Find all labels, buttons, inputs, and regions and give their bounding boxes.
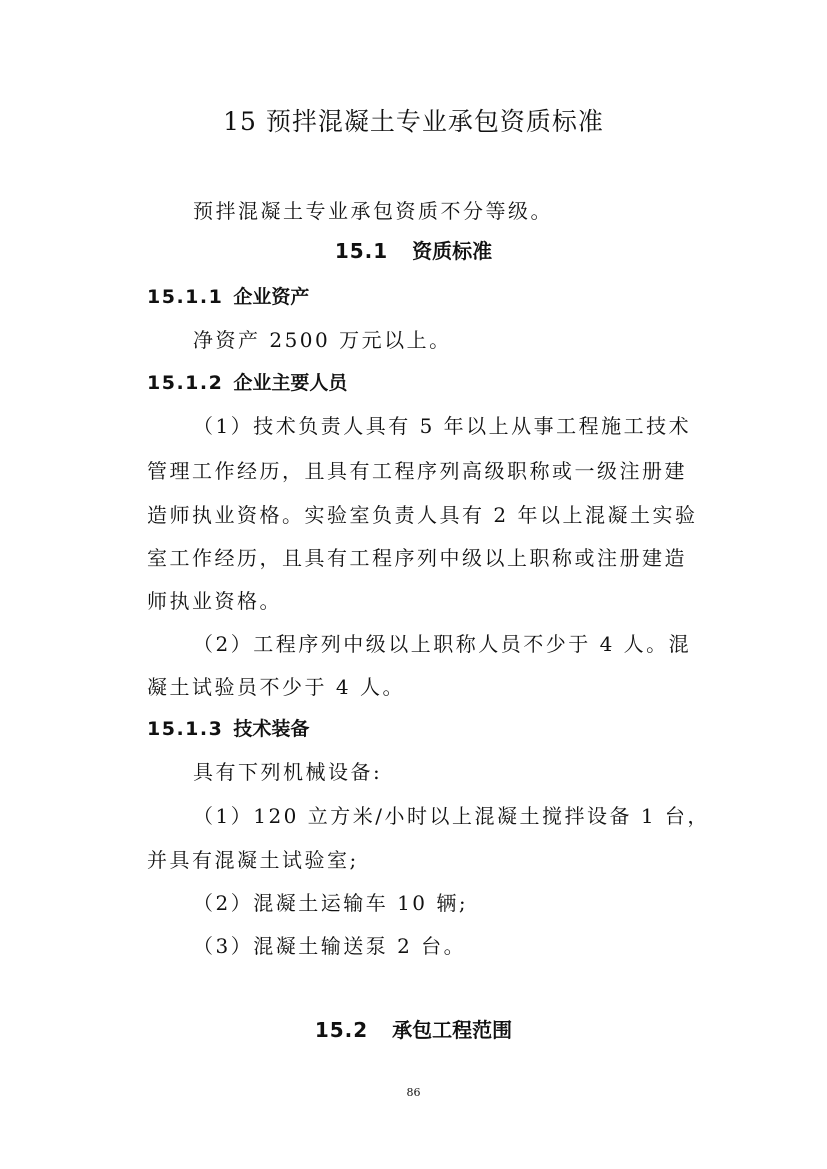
section-heading-15-2 — [0, 1018, 827, 1042]
paragraph-line: 管理工作经历，且具有工程序列高级职称或一级注册建 — [147, 459, 687, 483]
equipment-item-3: （3）混凝土输送泵 2 台。 — [193, 934, 467, 958]
section-heading-15-1 — [0, 239, 827, 263]
document-title: 15 预拌混凝土专业承包资质标准 — [223, 107, 604, 136]
intro-paragraph: 预拌混凝土专业承包资质不分等级。 — [193, 199, 553, 223]
equipment-item-2: （2）混凝土运输车 10 辆; — [193, 891, 469, 915]
subsection-title: 企业主要人员 — [233, 372, 348, 394]
subsection-number: 15.1.1 — [147, 286, 224, 308]
section-number: 15.1 — [334, 239, 389, 263]
subsection-number: 15.1.3 — [147, 718, 224, 740]
section-number: 15.2 — [314, 1018, 369, 1042]
paragraph-line: 造师执业资格。实验室负责人具有 2 年以上混凝土实验 — [147, 503, 698, 527]
paragraph-line: （1）技术负责人具有 5 年以上从事工程施工技术 — [193, 414, 692, 438]
paragraph-line: （2）工程序列中级以上职称人员不少于 4 人。混 — [193, 632, 692, 656]
section-title: 资质标准 — [412, 239, 493, 263]
subsection-number: 15.1.2 — [147, 372, 224, 394]
subsection-heading-15-1-3 — [147, 717, 309, 741]
paragraph-line: （1）120 立方米/小时以上混凝土搅拌设备 1 台， — [193, 804, 710, 828]
subsection-heading-15-1-2 — [147, 371, 347, 395]
page-number: 86 — [406, 1086, 421, 1099]
subsection-title: 企业资产 — [233, 286, 310, 308]
paragraph-line: 室工作经历，且具有工程序列中级以上职称或注册建造 — [147, 546, 687, 570]
subsection-title: 技术装备 — [233, 718, 310, 740]
assets-text: 净资产 2500 万元以上。 — [193, 328, 452, 352]
equipment-intro: 具有下列机械设备: — [193, 760, 383, 784]
paragraph-line: 凝土试验员不少于 4 人。 — [147, 675, 405, 699]
subsection-heading-15-1-1 — [147, 285, 309, 309]
section-title: 承包工程范围 — [392, 1018, 513, 1042]
paragraph-line: 师执业资格。 — [147, 589, 282, 613]
paragraph-line: 并具有混凝土试验室; — [147, 848, 359, 872]
